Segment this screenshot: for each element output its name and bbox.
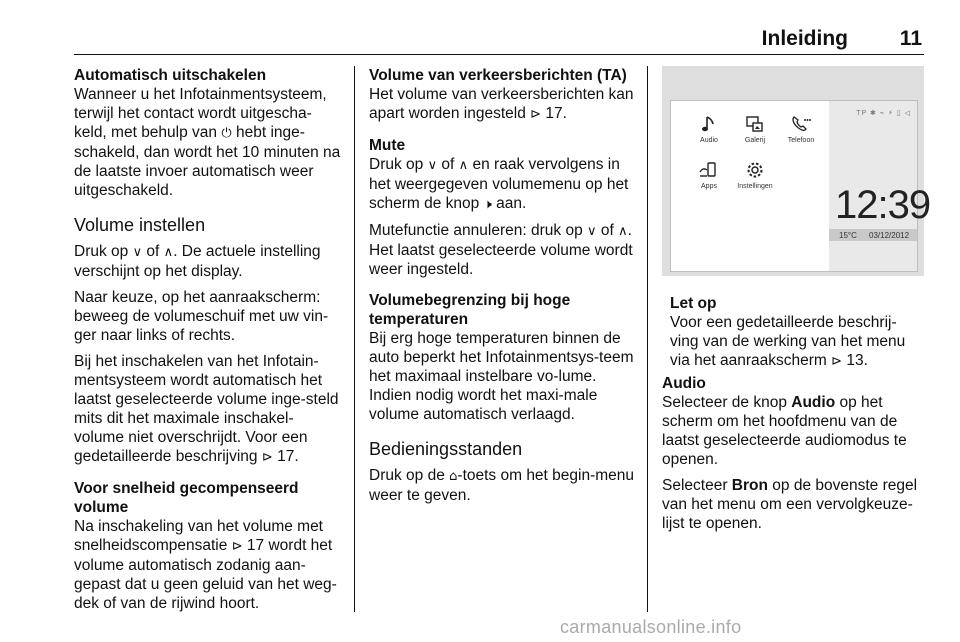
paragraph: Bij erg hoge temperaturen binnen de auto beperkt het Infotainmentsys-teem het maximaal instelbare vo-lume. Indien nodig wordt het maxi-male volume automatisch verlaagd. xyxy=(369,330,634,423)
volume-down-icon: ∨ xyxy=(427,158,438,173)
paragraph: Selecteer de knop Audio op het scherm om het hoofdmenu van de laatst geselecteerde audiomodus te openen. xyxy=(662,394,907,468)
phone-icon xyxy=(791,115,811,133)
paragraph: Voor een gedetailleerde beschrij-ving van de werking van het menu via het aanraakscherm ⊳ 13. xyxy=(670,314,906,369)
app-audio: Audio xyxy=(689,115,729,145)
ui-term: Bron xyxy=(731,477,768,494)
reference-arrow-icon: ⊳ xyxy=(831,354,843,369)
section-heading: Mute xyxy=(369,137,406,154)
column-middle xyxy=(369,66,637,512)
current-date: 03/12/2012 xyxy=(869,231,910,240)
gallery-icon xyxy=(746,115,764,133)
paragraph: Druk op de ⌂-toets om het begin-menu weer te geven. xyxy=(369,467,635,504)
paragraph: Na inschakeling van het volume met snelheidscompensatie ⊳ 17 wordt het volume automatisch zodanig aan-gepast dat u geen geluid van het weg-dek of van de rijwind hoort. xyxy=(74,518,337,612)
section-heading: Audio xyxy=(662,375,706,392)
settings-gear-icon xyxy=(746,161,764,179)
section-heading: Volumebegrenzing bij hoge temperaturen xyxy=(369,292,571,328)
volume-up-icon: ∧ xyxy=(618,224,628,239)
app-phone: Telefoon xyxy=(781,115,821,145)
outside-temperature: 15°C xyxy=(839,231,857,240)
clock-panel xyxy=(829,101,931,271)
column-right xyxy=(662,374,924,540)
infotainment-screen-figure xyxy=(662,66,931,276)
app-settings: Instellingen xyxy=(735,161,775,191)
paragraph: Druk op ∨ of ∧. De actuele instelling verschijnt op het display. xyxy=(74,243,321,280)
volume-up-icon: ∧ xyxy=(163,245,174,260)
paragraph: Het volume van verkeersberichten kan apart worden ingesteld ⊳ 17. xyxy=(369,86,634,122)
note-box xyxy=(670,294,920,378)
home-icon: ⌂ xyxy=(449,469,458,484)
note-heading: Let op xyxy=(670,295,717,312)
paragraph: Druk op ∨ of ∧ en raak vervolgens in het weergegeven volumemenu op het scherm de knop 🕨 aan. xyxy=(369,156,629,212)
chapter-title: Inleiding xyxy=(761,27,848,50)
column-left xyxy=(74,66,342,620)
mute-speaker-icon: 🕨 xyxy=(483,197,492,212)
reference-arrow-icon: ⊳ xyxy=(231,539,243,554)
volume-down-icon: ∨ xyxy=(132,245,143,260)
app-gallery: Galerij xyxy=(735,115,775,145)
page-header xyxy=(0,0,960,60)
section-heading: Volume van verkeersberichten (TA) xyxy=(369,67,627,84)
paragraph: Naar keuze, op het aanraakscherm: beweeg de volumeschuif met uw vin-ger naar links of rechts. xyxy=(74,289,329,344)
app-grid xyxy=(671,101,829,271)
reference-arrow-icon: ⊳ xyxy=(530,107,542,122)
watermark: carmanualsonline.info xyxy=(560,617,742,637)
paragraph: Wanneer u het Infotainmentsysteem, terwijl het contact wordt uitgescha-keld, met behulp van ⏻ hebt inge-schakeld, dan wordt het 10 minuten na de laatste invoer automatisch weer uitgeschakeld. xyxy=(74,86,341,199)
apps-icon xyxy=(699,161,719,179)
column-divider xyxy=(647,66,648,612)
section-heading: Automatisch uitschakelen xyxy=(74,67,267,84)
page-number: 11 xyxy=(899,27,922,50)
section-heading: Bedieningsstanden xyxy=(369,439,523,459)
paragraph: Bij het inschakelen van het Infotain-mentsysteem wordt automatisch het laatst geselecteerde volume inge-steld mits dit het maximale inschakel-volume niet overschrijdt. Voor een gedetailleerde beschrijving ⊳ 17. xyxy=(74,353,339,465)
clock-time: 12:39 xyxy=(835,183,931,227)
power-icon: ⏻ xyxy=(221,126,232,141)
music-note-icon xyxy=(701,115,717,133)
home-screen xyxy=(670,100,931,272)
volume-down-icon: ∨ xyxy=(587,224,597,239)
volume-up-icon: ∧ xyxy=(458,158,469,173)
header-rule xyxy=(74,54,924,55)
section-heading: Volume instellen xyxy=(74,215,206,235)
paragraph: Mutefunctie annuleren: druk op ∨ of ∧. Het laatst geselecteerde volume wordt weer ingesteld. xyxy=(369,222,633,278)
app-apps: Apps xyxy=(689,161,729,191)
column-divider xyxy=(354,66,355,612)
paragraph: Selecteer Bron op de bovenste regel van het menu om een vervolgkeuze-lijst te openen. xyxy=(662,477,918,532)
section-heading: Voor snelheid gecompenseerd volume xyxy=(74,480,299,516)
ui-term: Audio xyxy=(791,394,836,411)
status-bar: TP ✱ ⌁ ⚡ ▯ ◁ xyxy=(856,110,911,117)
reference-arrow-icon: ⊳ xyxy=(261,450,273,465)
